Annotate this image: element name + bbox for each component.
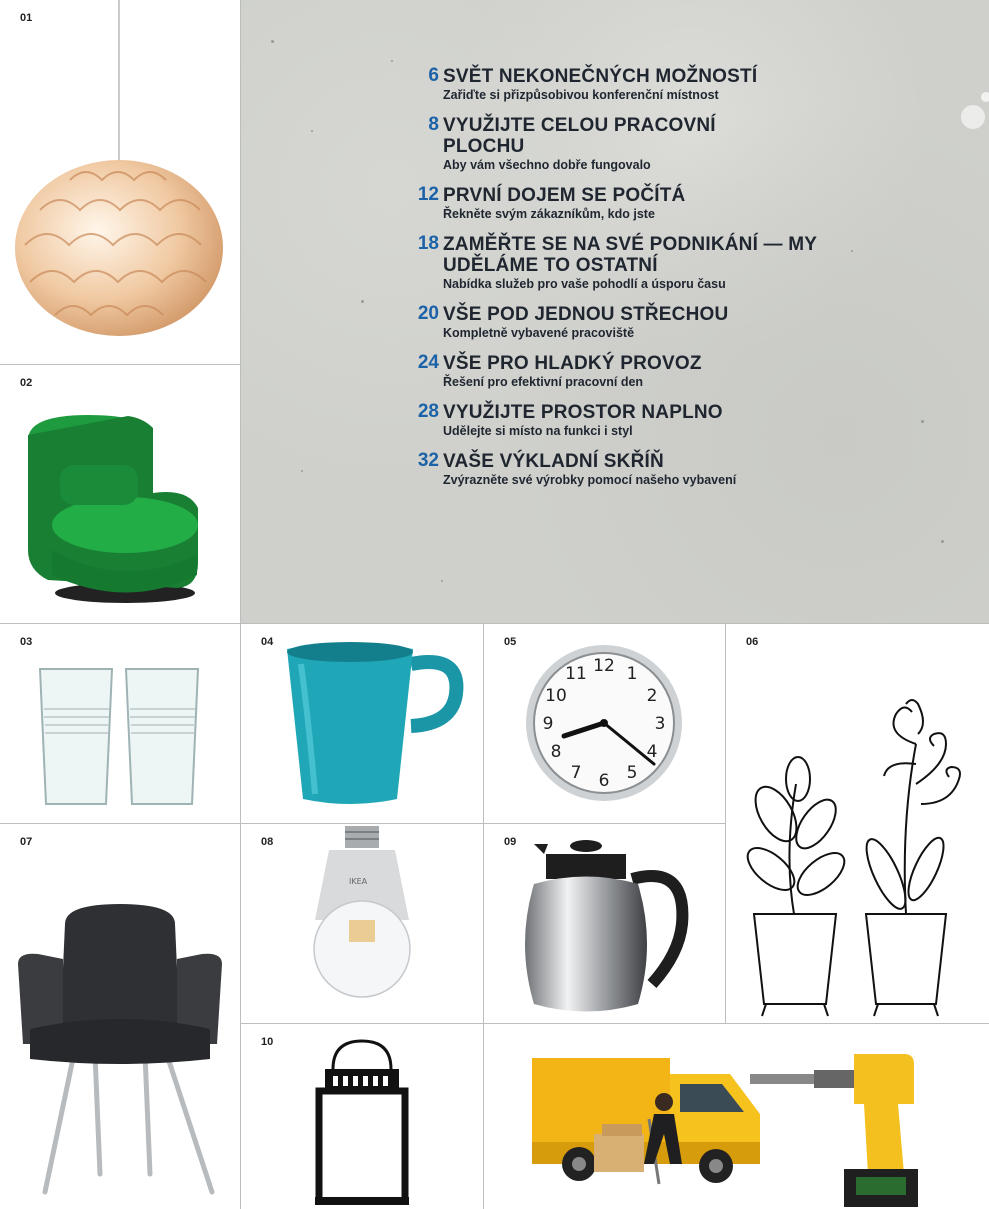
toc-entry[interactable] — [403, 115, 963, 173]
product-cell-armchair[interactable] — [0, 365, 240, 623]
toc-list — [403, 66, 963, 500]
cell-number: 01 — [20, 12, 33, 24]
clock-numeral: 4 — [646, 742, 658, 762]
toc-entry[interactable] — [403, 353, 963, 390]
plant-stand-image — [726, 624, 989, 1023]
toc-title: VYUŽIJTE PROSTOR NAPLNO — [443, 402, 723, 423]
clock-numeral: 3 — [654, 714, 666, 734]
toc-subtitle: Zařiďte si přizpůsobivou konferenční místnost — [443, 88, 719, 102]
toc-entry[interactable] — [403, 66, 963, 103]
product-cell-lantern[interactable] — [241, 1024, 483, 1209]
clock-numeral: 10 — [545, 686, 567, 706]
product-cell-lamp[interactable] — [0, 0, 240, 364]
svg-text:IKEA: IKEA — [349, 877, 368, 886]
toc-subtitle: Udělejte si místo na funkci i styl — [443, 424, 633, 438]
services-illustration — [484, 1024, 989, 1209]
cell-number: 03 — [20, 636, 33, 648]
cell-number: 06 — [746, 636, 759, 648]
toc-page-number: 12 — [417, 184, 439, 205]
toc-entry[interactable] — [403, 402, 963, 439]
clock-numeral: 6 — [598, 771, 610, 791]
cell-number: 07 — [20, 836, 33, 848]
toc-page-number: 20 — [417, 303, 439, 324]
product-cell-glasses[interactable] — [0, 624, 240, 823]
clock-numeral: 12 — [593, 656, 615, 676]
cell-number: 09 — [504, 836, 517, 848]
pendant-lamp-image — [0, 0, 240, 364]
toc-entry[interactable] — [403, 234, 963, 292]
clock-numeral: 1 — [626, 664, 638, 684]
toc-title: VYUŽIJTE CELOU PRACOVNÍ PLOCHU — [443, 115, 716, 157]
vacuum-jug-image — [484, 824, 725, 1023]
product-cell-clock[interactable] — [484, 624, 725, 823]
clock-numeral: 7 — [570, 763, 582, 783]
teal-mug-image — [241, 624, 483, 823]
product-cell-bulb[interactable] — [241, 824, 483, 1023]
toc-subtitle: Nabídka služeb pro vaše pohodlí a úsporu času — [443, 277, 726, 291]
toc-subtitle: Řešení pro efektivní pracovní den — [443, 375, 644, 389]
cell-number: 02 — [20, 377, 33, 389]
clock-numeral: 5 — [626, 763, 638, 783]
toc-page-number: 6 — [428, 65, 439, 86]
toc-page-number: 24 — [417, 352, 439, 373]
wall-clock-image — [484, 624, 725, 823]
toc-entry[interactable] — [403, 451, 963, 488]
product-cell-plant-stands[interactable] — [726, 624, 989, 1023]
toc-subtitle: Zvýrazněte své výrobky pomocí našeho vybavení — [443, 473, 737, 487]
toc-subtitle: Řekněte svým zákazníkům, kdo jste — [443, 207, 655, 221]
product-cell-office-chair[interactable] — [0, 824, 240, 1209]
lantern-image — [241, 1024, 483, 1209]
toc-title: ZAMĚŘTE SE NA SVÉ PODNIKÁNÍ — MY UDĚLÁME TO OSTATNÍ — [443, 234, 817, 276]
toc-subtitle: Aby vám všechno dobře fungovalo — [443, 158, 651, 172]
cell-number: 05 — [504, 636, 517, 648]
led-bulb-image — [241, 824, 483, 1023]
cell-number: 04 — [261, 636, 274, 648]
toc-page-number: 32 — [417, 450, 439, 471]
toc-entry[interactable] — [403, 185, 963, 222]
clock-numeral: 9 — [542, 714, 554, 734]
toc-title: VŠE PRO HLADKÝ PROVOZ — [443, 353, 702, 374]
cell-number: 10 — [261, 1036, 274, 1048]
green-armchair-image — [0, 365, 240, 623]
toc-title: SVĚT NEKONEČNÝCH MOŽNOSTÍ — [443, 66, 758, 87]
toc-title: VŠE POD JEDNOU STŘECHOU — [443, 304, 729, 325]
product-cell-jug[interactable] — [484, 824, 725, 1023]
toc-page-number: 8 — [428, 114, 439, 135]
toc-page-number: 18 — [417, 233, 439, 254]
toc-entry[interactable] — [403, 304, 963, 341]
cell-number: 08 — [261, 836, 274, 848]
clock-numeral: 2 — [646, 686, 658, 706]
product-cell-mug[interactable] — [241, 624, 483, 823]
office-chair-image — [0, 824, 240, 1209]
toc-subtitle: Kompletně vybavené pracoviště — [443, 326, 635, 340]
clock-numeral: 11 — [565, 664, 587, 684]
clock-numeral: 8 — [550, 742, 562, 762]
toc-title: VAŠE VÝKLADNÍ SKŘÍŇ — [443, 451, 664, 472]
toc-title: PRVNÍ DOJEM SE POČÍTÁ — [443, 185, 686, 206]
toc-page-number: 28 — [417, 401, 439, 422]
cordless-drill-image — [484, 1024, 989, 1209]
drinking-glasses-image — [0, 624, 240, 823]
